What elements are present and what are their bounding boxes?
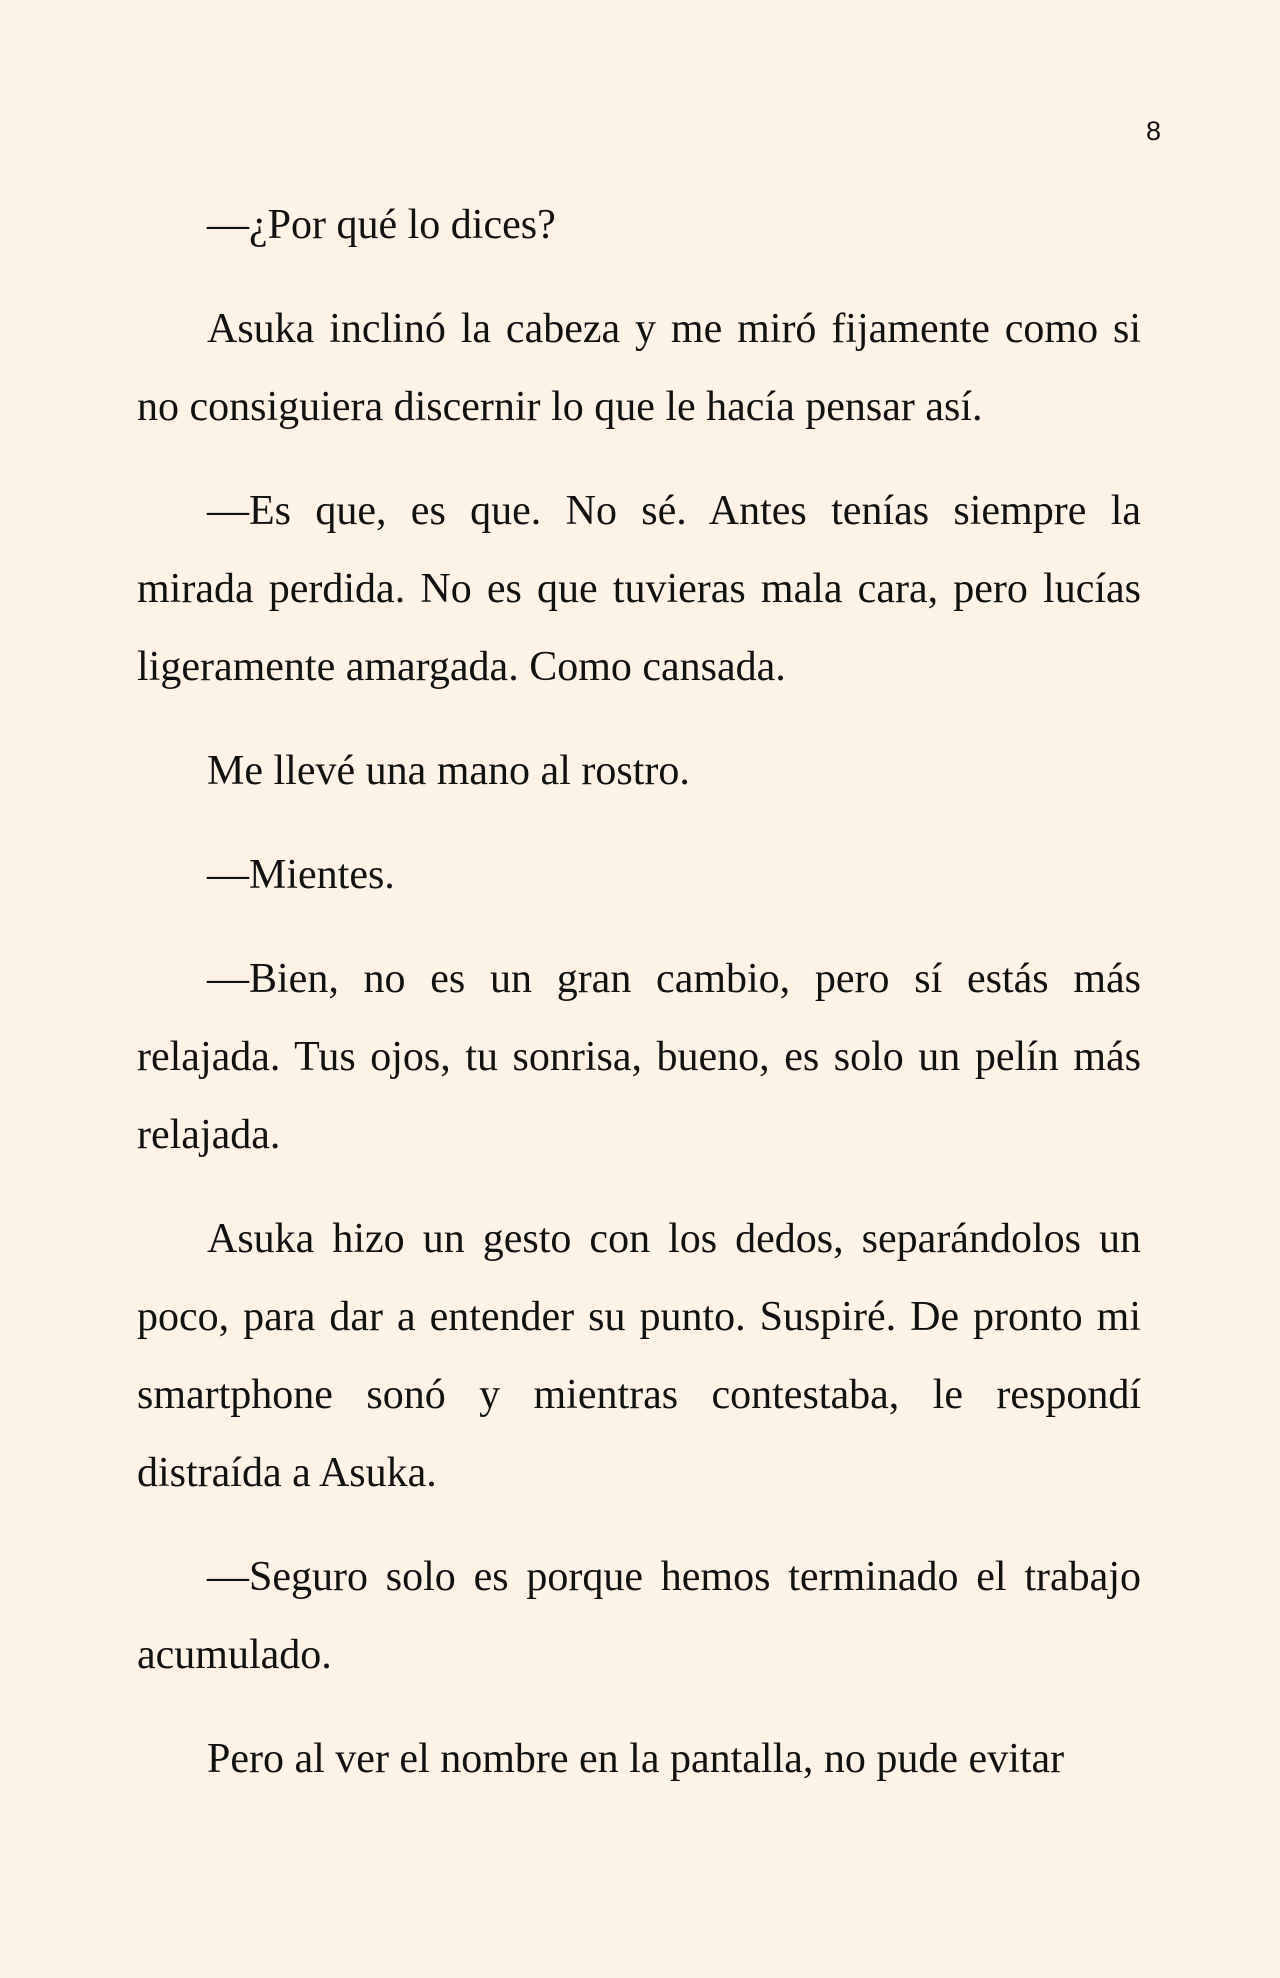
- paragraph-2: Asuka inclinó la cabeza y me miró fijamente como si no consiguiera discernir lo que le hacía pensar así.: [137, 306, 1141, 430]
- paragraph-4: Me llevé una mano al rostro.: [207, 748, 690, 794]
- paragraph-5: —Mientes.: [207, 852, 395, 898]
- page-number: 8: [1145, 116, 1161, 146]
- paragraph-9: Pero al ver el nombre en la pantalla, no pude evitar: [207, 1736, 1065, 1782]
- paragraph-3: —Es que, es que. No sé. Antes tenías siempre la mirada perdida. No es que tuvieras mala cara, pero lucías ligeramente amargada. Como cansada.: [137, 488, 1141, 690]
- paragraph-1: —¿Por qué lo dices?: [207, 202, 556, 248]
- paragraph-6: —Bien, no es un gran cambio, pero sí estás más relajada. Tus ojos, tu sonrisa, bueno, es solo un pelín más relajada.: [137, 956, 1141, 1158]
- paragraph-7: Asuka hizo un gesto con los dedos, separándolos un poco, para dar a entender su punto. Suspiré. De pronto mi smartphone sonó y mientras contestaba, le respondí distraída a Asuka.: [137, 1216, 1141, 1496]
- paragraph-8: —Seguro solo es porque hemos terminado el trabajo acumulado.: [137, 1554, 1141, 1678]
- body-text: [137, 186, 1141, 1798]
